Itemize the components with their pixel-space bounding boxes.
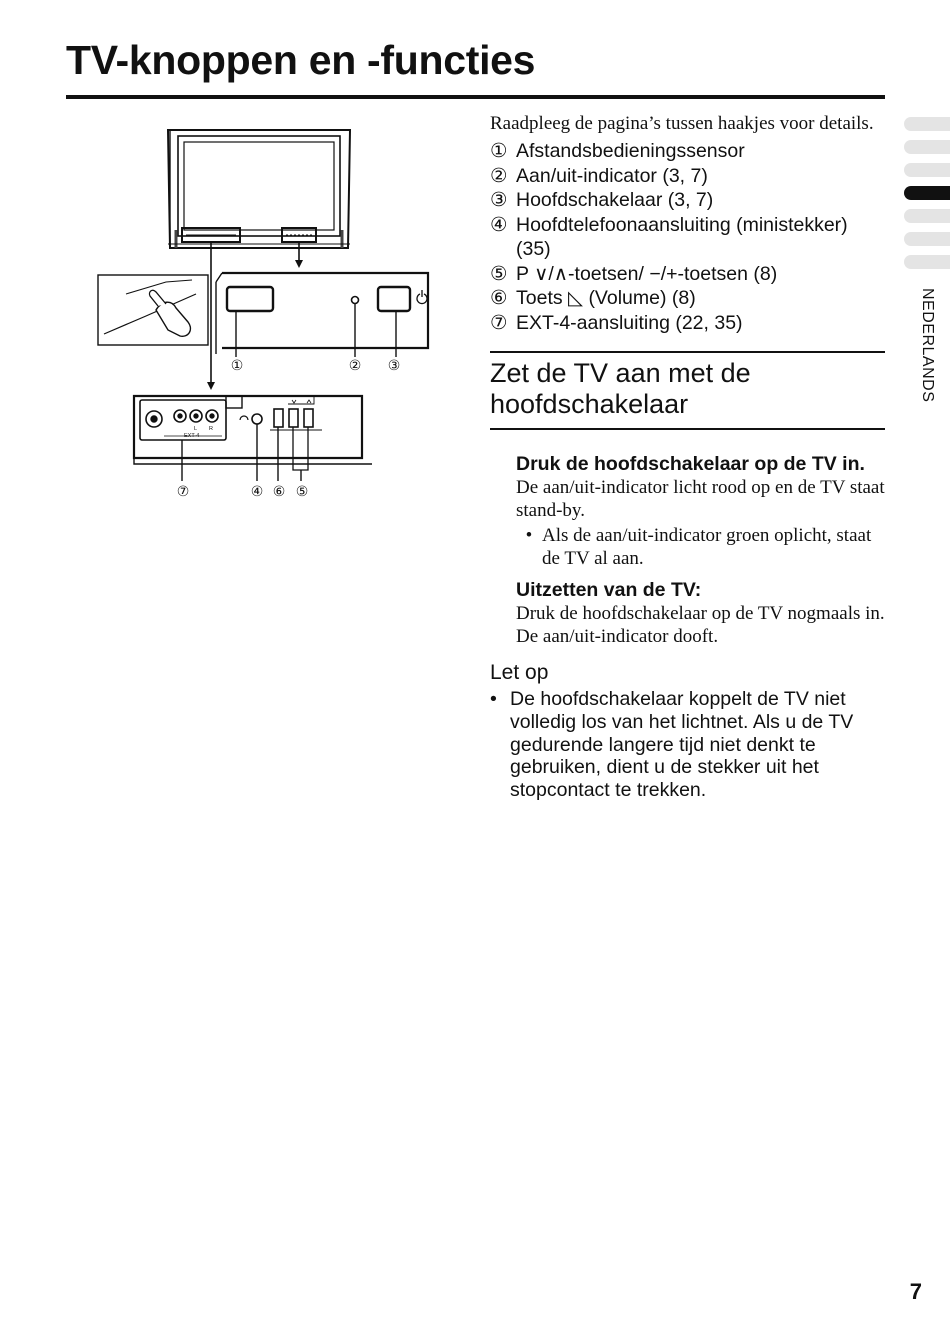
list-item <box>490 188 885 213</box>
callout-1: ① <box>230 358 244 374</box>
parts-list <box>490 139 885 335</box>
language-label: NEDERLANDS <box>919 288 936 403</box>
section-rule <box>490 351 885 353</box>
section-tab <box>904 163 950 177</box>
step-bullet-text: Als de aan/uit-indicator groen oplicht, staat de TV al aan. <box>542 525 872 569</box>
l-label: L <box>194 426 198 432</box>
section-rule <box>490 428 885 430</box>
item-number: ② <box>490 164 508 187</box>
item-number: ⑥ <box>490 287 508 309</box>
callout-6: ⑥ <box>272 484 286 500</box>
page-title: TV-knoppen en -functies <box>66 37 536 83</box>
item-number: ④ <box>490 213 508 236</box>
step-heading: Druk de hoofdschakelaar op de TV in. <box>516 453 865 475</box>
section-tab <box>904 232 950 246</box>
front-panel-detail <box>216 273 428 357</box>
item-text: Toets ◺ (Volume) (8) <box>516 287 696 309</box>
volume-button <box>274 409 283 427</box>
off-body: Druk de hoofdschakelaar op de TV nogmaals in. <box>516 603 885 624</box>
item-text: P ∨/∧-toetsen/ −/+-toetsen (8) <box>516 262 778 285</box>
note-bullet <box>490 688 885 802</box>
off-heading: Uitzetten van de TV: <box>516 579 702 601</box>
content-column <box>490 112 885 802</box>
hand-inset <box>98 275 208 345</box>
section-tab <box>904 117 950 131</box>
r-label: R <box>209 426 213 432</box>
section-tab <box>904 209 950 223</box>
list-item <box>490 213 885 262</box>
note-heading: Let op <box>490 661 549 684</box>
list-item <box>490 311 885 336</box>
item-number: ① <box>490 140 508 162</box>
list-item <box>490 286 885 311</box>
item-text: EXT-4-aansluiting (22, 35) <box>516 311 743 334</box>
arrow-down-icon <box>295 260 303 268</box>
step-body: De aan/uit-indicator licht rood op en de TV staat stand-by. <box>516 477 885 521</box>
item-number: ⑦ <box>490 311 508 334</box>
side-panel-detail <box>134 396 372 481</box>
section-title: Zet de TV aan met de hoofdschakelaar <box>490 358 751 419</box>
item-number: ⑤ <box>490 262 508 285</box>
callout-5: ⑤ <box>295 484 309 500</box>
remote-sensor-window <box>227 287 273 311</box>
intro-text: Raadpleeg de pagina’s tussen haakjes voor details. <box>490 113 874 134</box>
callout-2: ② <box>348 358 362 374</box>
off-body: De aan/uit-indicator dooft. <box>516 626 719 647</box>
power-indicator <box>352 297 359 304</box>
section-tab-active <box>904 186 950 200</box>
page-number: 7 <box>909 1279 922 1304</box>
item-text: Hoofdschakelaar (3, 7) <box>516 189 714 211</box>
callout-4: ④ <box>250 484 264 500</box>
step-bullet <box>516 524 885 570</box>
p-down-button <box>289 409 298 427</box>
item-number: ③ <box>490 189 508 211</box>
headphone-jack <box>252 414 262 424</box>
list-item <box>490 164 885 189</box>
note-text: De hoofdschakelaar koppelt de TV niet volledig los van het lichtnet. Als u de TV gedurende langere tijd niet denkt te gebruiken, dient u de stekker uit het stopcontact te trekken. <box>510 688 854 802</box>
ext4-label: EXT-4 <box>184 433 200 439</box>
callout-3: ③ <box>387 358 401 374</box>
arrow-down-icon <box>207 382 215 390</box>
section-tab <box>904 255 950 269</box>
bullet-dot: • <box>490 688 497 710</box>
title-rule <box>66 95 885 99</box>
item-text: Aan/uit-indicator (3, 7) <box>516 164 708 187</box>
list-item <box>490 139 885 164</box>
callout-7: ⑦ <box>176 484 190 500</box>
main-power-switch <box>378 287 410 311</box>
section-tab <box>904 140 950 154</box>
item-text: Afstandsbedieningssensor <box>516 140 745 162</box>
item-text: Hoofdtelefoonaansluiting (ministekker) (35) <box>516 213 848 260</box>
tv-illustration <box>168 130 350 248</box>
bullet-dot: • <box>525 525 533 546</box>
p-up-button <box>304 409 313 427</box>
list-item <box>490 262 885 287</box>
tv-controls-figure <box>96 124 436 504</box>
